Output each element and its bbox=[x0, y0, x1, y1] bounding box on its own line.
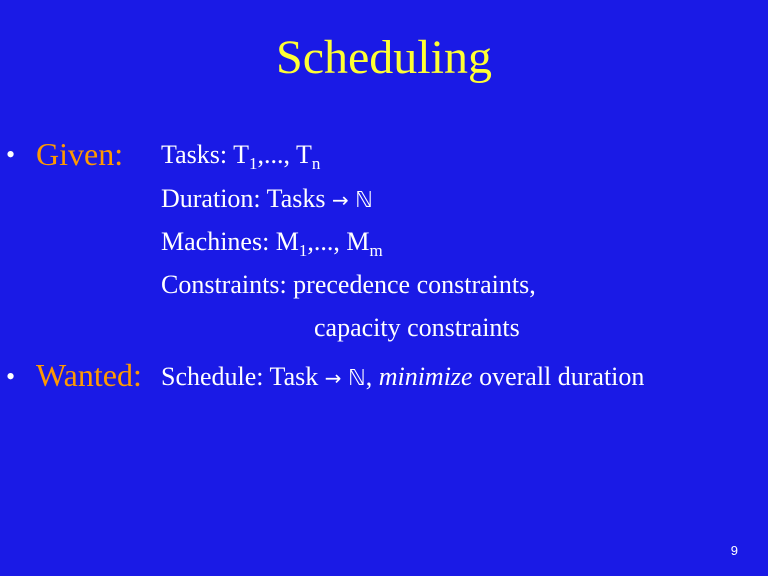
bullet-wanted: • bbox=[6, 362, 16, 391]
right-arrow-icon: → bbox=[332, 188, 349, 212]
machines-sub-m: m bbox=[369, 241, 383, 260]
machines-mid: ,..., M bbox=[307, 227, 370, 256]
schedule-rest: overall duration bbox=[472, 362, 645, 391]
right-arrow-icon: → bbox=[324, 366, 342, 390]
machines-prefix: Machines: M bbox=[161, 227, 299, 256]
natural-numbers-symbol: ℕ bbox=[355, 188, 373, 213]
constraints-line-2: capacity constraints bbox=[314, 313, 520, 342]
constraints-line-1: Constraints: precedence constraints, bbox=[161, 270, 536, 299]
schedule-line bbox=[161, 362, 644, 392]
tasks-sub-n: n bbox=[311, 154, 321, 173]
tasks-line bbox=[161, 140, 321, 173]
tasks-prefix: Tasks: T bbox=[161, 140, 249, 169]
duration-line bbox=[161, 184, 373, 214]
wanted-label: Wanted: bbox=[36, 357, 142, 393]
bullet-given: • bbox=[6, 140, 16, 169]
duration-prefix: Duration: Tasks bbox=[161, 184, 333, 213]
schedule-prefix: Schedule: Task bbox=[161, 362, 325, 391]
schedule-comma: , bbox=[365, 362, 379, 391]
tasks-mid: ,..., T bbox=[257, 140, 312, 169]
slide-title: Scheduling bbox=[276, 31, 492, 84]
given-label: Given: bbox=[36, 136, 124, 172]
machines-sub-1: 1 bbox=[298, 241, 308, 260]
tasks-sub-1: 1 bbox=[248, 154, 258, 173]
page-number: 9 bbox=[730, 543, 738, 558]
natural-numbers-symbol: ℕ bbox=[348, 366, 366, 391]
machines-line bbox=[161, 227, 383, 260]
minimize-emphasis: minimize bbox=[378, 362, 473, 391]
